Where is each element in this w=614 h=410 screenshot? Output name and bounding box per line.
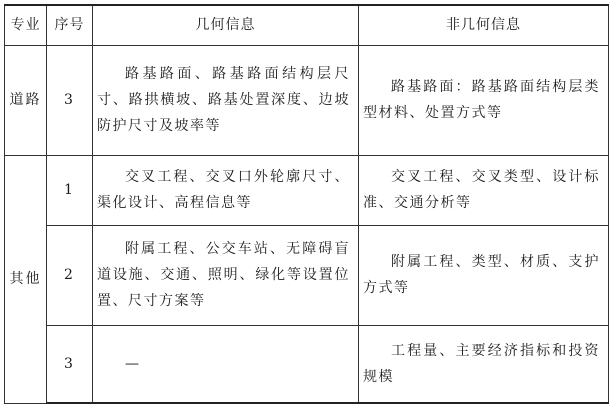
table-header-row (5, 5, 609, 45)
table-row (5, 225, 609, 325)
non-geometric-cell: 工程量、主要经济指标和投资规模 (359, 325, 609, 403)
header-major: 专业 (5, 5, 47, 45)
major-cell-road: 道路 (5, 45, 47, 155)
non-geometric-cell: 附属工程、类型、材质、支护方式等 (359, 225, 609, 325)
header-non-geometric: 非几何信息 (359, 5, 609, 45)
header-seq: 序号 (47, 5, 93, 45)
info-table (4, 4, 609, 404)
non-geometric-cell: 路基路面：路基路面结构层类型材料、处置方式等 (359, 45, 609, 155)
non-geometric-cell: 交叉工程、交叉类型、设计标准、交通分析等 (359, 155, 609, 225)
major-cell-other: 其他 (5, 155, 47, 403)
table-row (5, 155, 609, 225)
seq-cell: 2 (47, 225, 93, 325)
seq-cell: 3 (47, 45, 93, 155)
geometric-cell: 附属工程、公交车站、无障碍盲道设施、交通、照明、绿化等设置位置、尺寸方案等 (93, 225, 359, 325)
info-table-container (4, 4, 608, 402)
geometric-cell: 路基路面、路基路面结构层尺寸、路拱横坡、路基处置深度、边坡防护尺寸及坡率等 (93, 45, 359, 155)
table-row (5, 325, 609, 403)
seq-cell: 3 (47, 325, 93, 403)
header-geometric: 几何信息 (93, 5, 359, 45)
table-row (5, 45, 609, 155)
geometric-cell: — (93, 325, 359, 403)
geometric-cell: 交叉工程、交叉口外轮廓尺寸、渠化设计、高程信息等 (93, 155, 359, 225)
seq-cell: 1 (47, 155, 93, 225)
